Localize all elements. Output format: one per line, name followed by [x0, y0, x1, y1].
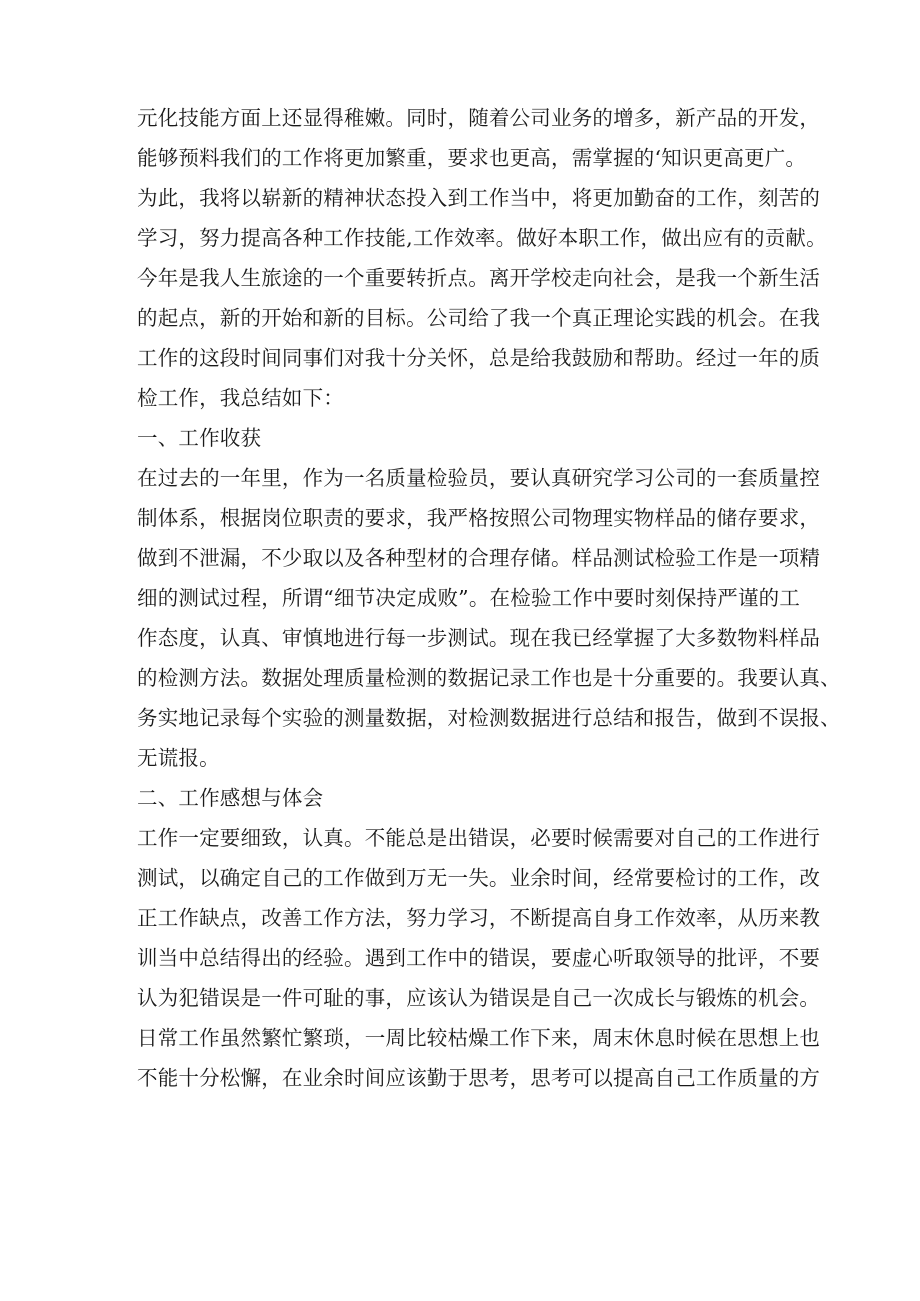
text-line: 工作的这段时间同事们对我十分关怀，总是给我鼓励和帮助。经过一年的质 [137, 346, 821, 370]
section-heading-work-gains: 一、工作收获 [137, 426, 262, 450]
text-line: 作态度，认真、审慎地进行每一步测试。现在我已经掌握了大多数物料样品 [137, 626, 821, 650]
text-line: 务实地记录每个实验的测量数据，对检测数据进行总结和报告，做到不误报、 [137, 706, 841, 730]
text-line: 的起点，新的开始和新的目标。公司给了我一个真正理论实践的机会。在我 [137, 306, 821, 330]
text-line: 工作一定要细致，认真。不能总是出错误，必要时候需要对自己的工作进行 [137, 826, 821, 850]
document-body [137, 98, 841, 1098]
text-line: 在过去的一年里，作为一名质量检验员，要认真研究学习公司的一套质量控 [137, 466, 821, 490]
section-heading-reflections: 二、工作感想与体会 [137, 786, 324, 810]
text-line: 为此，我将以崭新的精神状态投入到工作当中，将更加勤奋的工作，刻苦的 [137, 186, 821, 210]
text-line: 日常工作虽然繁忙繁琐，一周比较枯燥工作下来，周末休息时候在思想上也 [137, 1026, 821, 1050]
text-line: 测试，以确定自己的工作做到万无一失。业余时间，经常要检讨的工作，改 [137, 866, 821, 890]
text-line: 不能十分松懈，在业余时间应该勤于思考，思考可以提高自己工作质量的方 [137, 1066, 821, 1090]
text-line: 检工作，我总结如下： [137, 386, 344, 410]
text-line: 细的测试过程，所谓“细节决定成败”。在检验工作中要时刻保持严谨的工 [137, 586, 801, 610]
text-line: 认为犯错误是一件可耻的事，应该认为错误是自己一次成长与锻炼的机会。 [137, 986, 821, 1010]
text-line: 能够预料我们的工作将更加繁重，要求也更高，需掌握的‘知识更高更广。 [137, 146, 807, 170]
text-line: 今年是我人生旅途的一个重要转折点。离开学校走向社会，是我一个新生活 [137, 266, 821, 290]
text-line: 无谎报。 [137, 746, 220, 770]
text-line: 元化技能方面上还显得稚嫩。同时，随着公司业务的增多，新产品的开发， [137, 106, 821, 130]
text-line: 做到不泄漏，不少取以及各种型材的合理存储。样品测试检验工作是一项精 [137, 546, 821, 570]
text-line: 正工作缺点，改善工作方法，努力学习，不断提高自身工作效率，从历来教 [137, 906, 821, 930]
text-line: 制体系，根据岗位职责的要求，我严格按照公司物理实物样品的储存要求， [137, 506, 821, 530]
text-line: 训当中总结得出的经验。遇到工作中的错误，要虚心听取领导的批评，不要 [137, 946, 821, 970]
text-line: 的检测方法。数据处理质量检测的数据记录工作也是十分重要的。我要认真、 [137, 666, 841, 690]
text-line: 学习，努力提高各种工作技能,工作效率。做好本职工作，做出应有的贡献。 [137, 226, 827, 250]
